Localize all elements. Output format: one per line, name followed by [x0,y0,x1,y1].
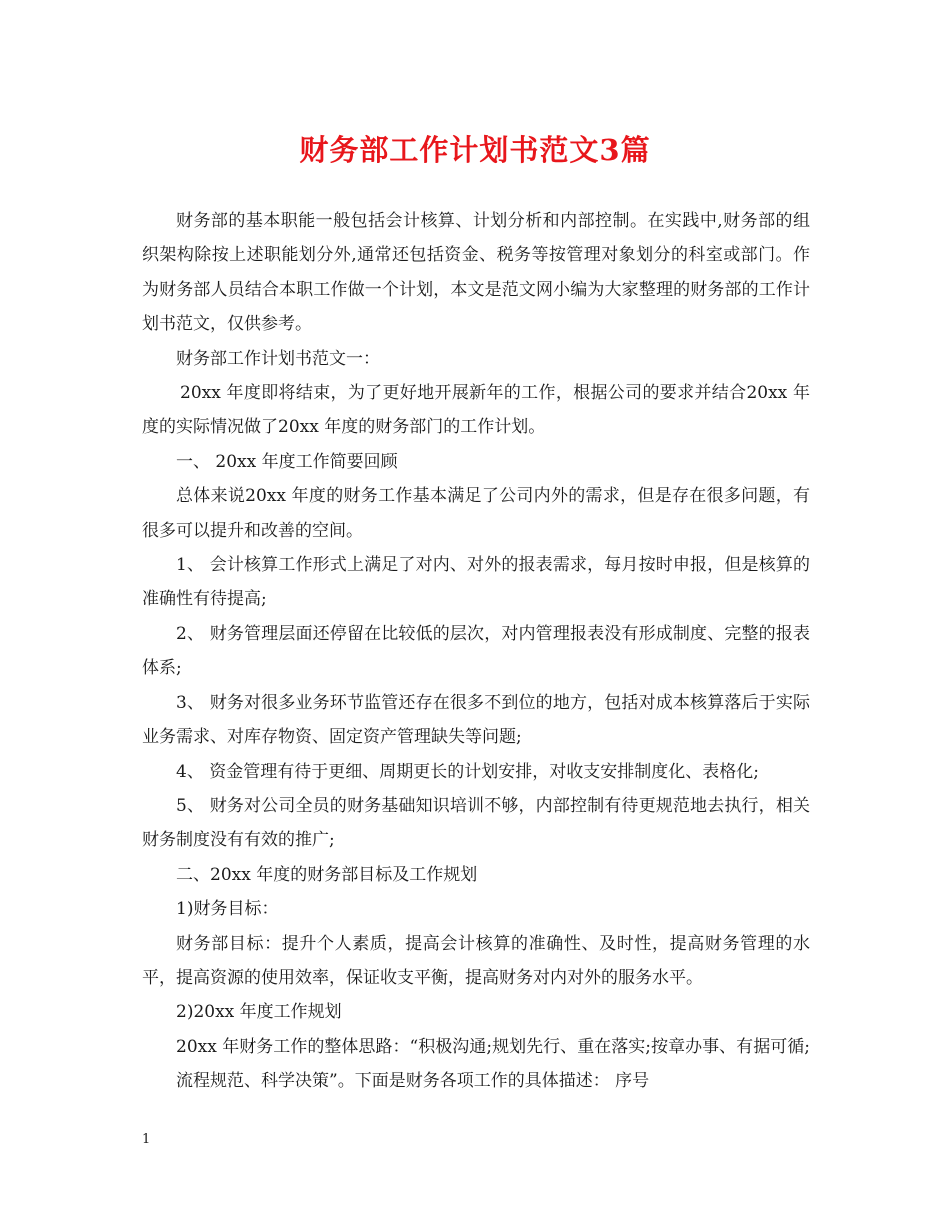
financial-goals-paragraph: 财务部目标：提升个人素质，提高会计核算的准确性、及时性，提高财务管理的水平，提高资源的使用效率，保证收支平衡，提高财务对内对外的服务水平。 [142,933,810,988]
financial-goals-subheading: 1)财务目标： [176,899,279,920]
section-heading-sample-one: 财务部工作计划书范文一： [176,348,380,369]
review-summary-paragraph: 总体来说20xx 年度的财务工作基本满足了公司内外的需求，但是存在很多问题，有很多可以提升和改善的空间。 [142,486,810,541]
work-plan-subheading: 2)20xx 年度工作规划 [176,1002,342,1023]
page-title: 财务部工作计划书范文3篇 [299,133,651,167]
review-item-2: 2、 财务管理层面还停留在比较低的层次，对内管理报表没有形成制度、完整的报表体系; [142,623,810,679]
document-body [142,204,810,1099]
work-plan-paragraph: 20xx 年财务工作的整体思路：“积极沟通;规划先行、重在落实;按章办事、有据可循;流程规范、科学决策”。下面是财务各项工作的具体描述： 序号 [176,1036,810,1092]
review-heading: 一、 20xx 年度工作简要回顾 [176,451,398,472]
year-plan-paragraph: 20xx 年度即将结束，为了更好地开展新年的工作，根据公司的要求并结合20xx 年度的实际情况做了20xx 年度的财务部门的工作计划。 [142,383,810,438]
intro-paragraph: 财务部的基本职能一般包括会计核算、计划分析和内部控制。在实践中,财务部的组织架构除按上述职能划分外,通常还包括资金、税务等按管理对象划分的科室或部门。作为财务部人员结合本职工作做一个计划，本文是范文网小编为大家整理的财务部的工作计划书范文，仅供参考。 [142,211,810,335]
review-item-5: 5、 财务对公司全员的财务基础知识培训不够，内部控制有待更规范地去执行，相关财务制度没有有效的推广; [142,795,810,851]
page-number: 1 [142,1132,151,1147]
review-item-1: 1、 会计核算工作形式上满足了对内、对外的报表需求，每月按时申报，但是核算的准确性有待提高; [142,555,810,610]
review-item-3: 3、 财务对很多业务环节监管还存在很多不到位的地方，包括对成本核算落后于实际业务需求、对库存物资、固定资产管理缺失等问题; [142,692,810,748]
review-item-4: 4、 资金管理有待于更细、周期更长的计划安排，对收支安排制度化、表格化; [176,761,759,782]
goals-heading: 二、20xx 年度的财务部目标及工作规划 [176,864,478,885]
